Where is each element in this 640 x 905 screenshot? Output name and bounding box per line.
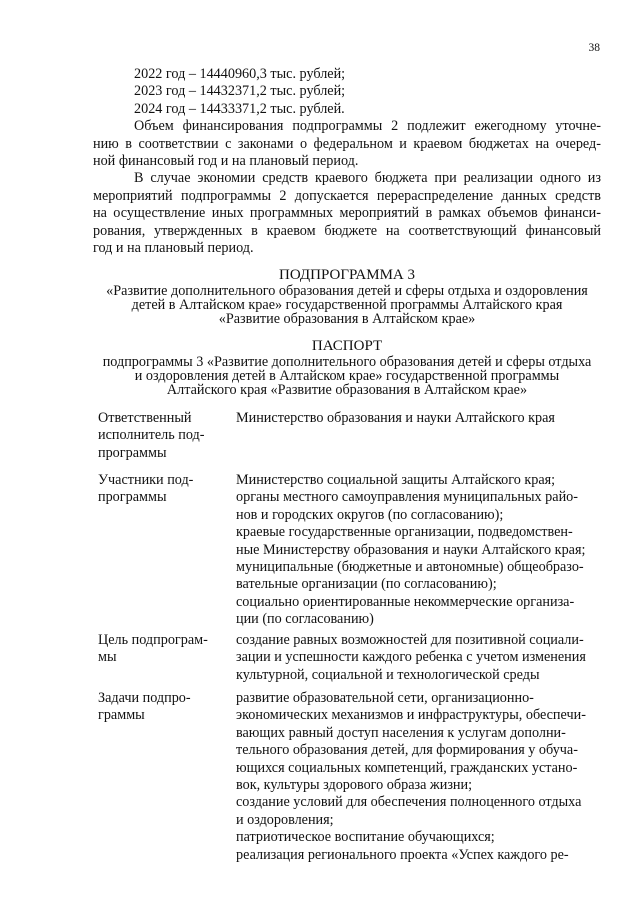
subprogram-title-line: «Развитие образования в Алтайском крае» — [218, 311, 476, 327]
budget-line: 2024 год – 14433371,2 тыс. рублей. — [134, 100, 345, 117]
subprogram-title: ПОДПРОГРАММА 3 — [278, 267, 416, 283]
label-line: граммы — [98, 707, 145, 724]
value-line: создание условий для обеспечения полноценного отдыха — [236, 794, 582, 811]
value-line: ющихся социальных компетенций, гражданских устано- — [236, 759, 578, 776]
value-line: Министерство социальной защиты Алтайского края; — [236, 472, 556, 488]
value-line: создание равных возможностей для позитивной социали- — [236, 632, 584, 648]
subprogram-title-line: детей в Алтайском крае» государственной программы Алтайского края — [131, 297, 563, 313]
value-line: краевые государственные организации, подведомствен- — [236, 524, 573, 541]
paragraph-line: ной финансовый год и на плановый период. — [93, 153, 359, 170]
page-number: 38 — [588, 42, 600, 54]
value-line: культурной, социальной и технологической среды — [236, 666, 540, 683]
label-line: Задачи подпро- — [98, 690, 191, 706]
budget-line: 2022 год – 14440960,3 тыс. рублей; — [134, 66, 346, 82]
row-label — [98, 632, 212, 690]
value-line: нов и городских округов (по согласованию); — [236, 506, 504, 523]
paragraph-line: рования, утвержденных в краевом бюджете на соответствующий финансовый — [93, 222, 601, 239]
row-label — [98, 690, 212, 864]
subprogram-heading — [90, 268, 604, 326]
value-line: социально ориентированные некоммерческие организа- — [236, 593, 575, 610]
paragraph-line: Объем финансирования подпрограммы 2 подлежит ежегодному уточне- — [134, 118, 601, 135]
paragraph-line: мероприятий подпрограммы 2 допускается перераспределение данных средств — [93, 187, 601, 204]
paragraph-line: год и на плановый период. — [93, 240, 254, 257]
paragraph-line: В случае экономии средств краевого бюджета при реализации одного из — [134, 170, 601, 187]
passport-title-line: подпрограммы 3 «Развитие дополнительного образования детей и сферы отдыха — [102, 354, 592, 370]
label-line: Цель подпрограм- — [98, 632, 208, 648]
paragraph-line: нию в соответствии с законами о федеральном и краевом бюджетах на очеред- — [93, 135, 601, 152]
row-label — [98, 410, 212, 472]
value-line: экономических механизмов и инфраструктуры, обеспечи- — [236, 707, 586, 724]
value-line: ные Министерству образования и науки Алтайского края; — [236, 541, 586, 558]
passport-title-line: и оздоровления детей в Алтайском крае» государственной программы — [134, 368, 560, 384]
value-line: развитие образовательной сети, организационно- — [236, 690, 534, 706]
value-line: ции (по согласованию) — [236, 611, 374, 628]
row-label — [98, 472, 212, 632]
budget-line: 2023 год – 14432371,2 тыс. рублей; — [134, 83, 346, 100]
paragraph-line: на осуществление иных программных мероприятий в рамках объемов финанси- — [93, 205, 601, 222]
passport-heading — [90, 339, 604, 397]
value-line: вательные организации (по согласованию); — [236, 576, 497, 593]
passport-title: ПАСПОРТ — [311, 338, 383, 354]
subprogram-title-line: «Развитие дополнительного образования детей и сферы отдыха и оздоровления — [106, 283, 588, 299]
value-line: вок, культуры здорового образа жизни; — [236, 777, 473, 794]
label-line: Участники под- — [98, 472, 194, 488]
row-value — [236, 410, 603, 472]
row-value — [236, 690, 603, 864]
body-text — [93, 66, 601, 257]
value-line: зации и успешности каждого ребенка с учетом изменения — [236, 649, 586, 666]
value-line: Министерство образования и науки Алтайского края — [236, 410, 555, 426]
label-line: программы — [98, 489, 167, 506]
value-line: реализация регионального проекта «Успех каждого ре- — [236, 846, 569, 863]
label-line: исполнитель под- — [98, 427, 205, 444]
row-value — [236, 472, 603, 632]
value-line: патриотическое воспитание обучающихся; — [236, 829, 495, 846]
passport-table — [98, 410, 603, 864]
value-line: муниципальные (бюджетные и автономные) общеобразо- — [236, 559, 584, 576]
value-line: и оздоровления; — [236, 811, 334, 828]
value-line: органы местного самоуправления муниципальных райо- — [236, 489, 578, 506]
passport-title-line: Алтайского края «Развитие образования в Алтайском крае» — [166, 382, 528, 398]
passport-row-goal — [98, 632, 603, 690]
value-line: вающих равный доступ населения к услугам дополни- — [236, 724, 566, 741]
label-line: программы — [98, 444, 167, 461]
row-value — [236, 632, 603, 690]
value-line: тельного образования детей, для формирования у обуча- — [236, 742, 578, 759]
label-line: Ответственный — [98, 410, 192, 426]
passport-row-participants — [98, 472, 603, 632]
passport-row-responsible — [98, 410, 603, 472]
passport-row-tasks — [98, 690, 603, 864]
label-line: мы — [98, 649, 117, 666]
